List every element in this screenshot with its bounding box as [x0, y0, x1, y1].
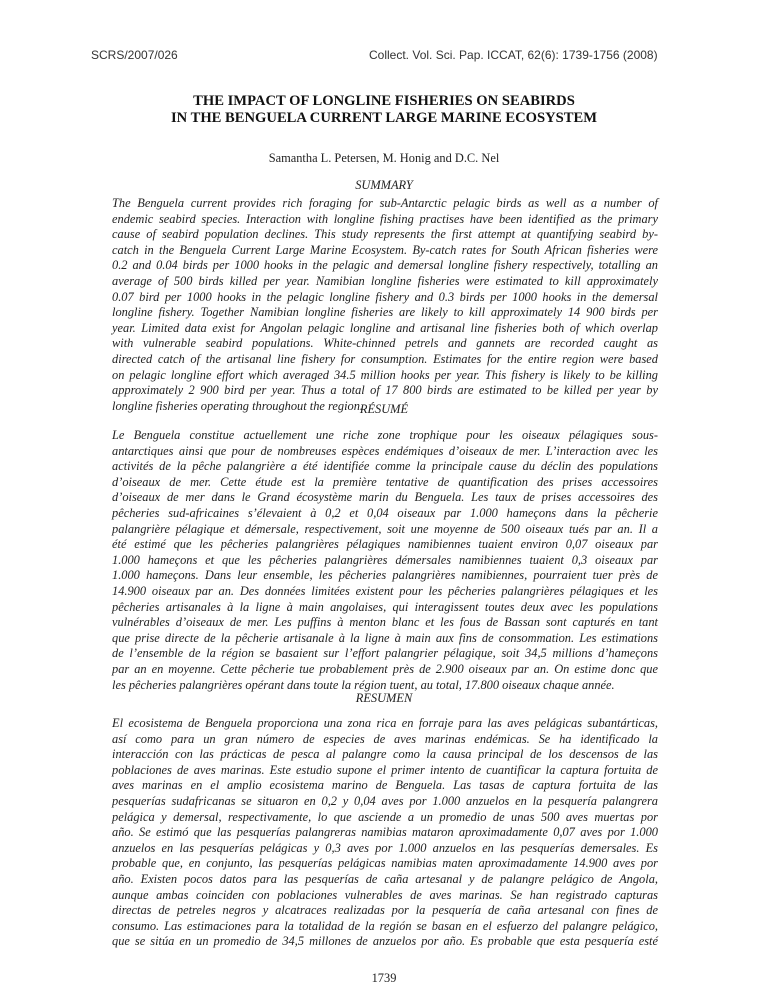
resume-paragraph: [112, 428, 658, 693]
text-line: 0.2 and 0.04 birds per 1000 hooks in the pelagic and demersal longline fishery respectively, totalling an: [112, 258, 658, 273]
resumen-heading: RESUMEN: [355, 691, 413, 705]
text-line: average of 500 birds killed per year. Namibian longline fisheries were estimated to kill approximately: [112, 273, 658, 288]
text-line: 1.000 hameçons. Dans leur ensemble, les pêcheries palangrières namibiennes, pourraient tuer près de: [112, 568, 658, 583]
summary-paragraph: [112, 196, 658, 414]
text-line: anzuelos en las pesquerías pelágicas y 0,3 aves por 1.000 anzuelos en las pesquerías demersales. Es: [112, 840, 658, 855]
text-line: directed catch of the artisanal line fishery for consumption. Estimates for the entire region were based: [112, 351, 658, 366]
paper-title-line-1: THE IMPACT OF LONGLINE FISHERIES ON SEABIRDS: [193, 93, 575, 109]
resume-heading: RÉSUMÉ: [359, 402, 409, 416]
text-line: pelágica y demersal, respectivamente, lo que asciende a un promedio de unas 500 aves muertas por: [112, 809, 658, 824]
text-line: approximately 2 900 bird per year. Thus a total of 17 800 birds are estimated to be killed per year by: [112, 383, 658, 398]
text-line: pesquerías sudafricanas se situaron en 0,2 y 0,04 aves por 1.000 anzuelos en la pesquería palangrera: [112, 793, 658, 808]
authors: Samantha L. Petersen, M. Honig and D.C. Nel: [268, 151, 500, 165]
text-line: aunque ambas coinciden con poblaciones vulnerables de aves marinas. Se han registrado capturas: [112, 887, 658, 902]
text-line: year. Limited data exist for Angolan pelagic longline and artisanal line fisheries both of which overlap: [112, 320, 658, 335]
text-line: d’oiseaux de mer. Cette étude est la première tentative de quantification des prises accessoires: [112, 474, 658, 489]
text-line: aves marinas en el amplio ecosistema marino de Benguela. Las tasas de captura fortuita de las: [112, 778, 658, 793]
paper-title: [0, 93, 768, 127]
text-line: interacción con las prácticas de pesca al palangre como la causa principal de los descensos de las: [112, 747, 658, 762]
paper-title-line-2: IN THE BENGUELA CURRENT LARGE MARINE ECOSYSTEM: [170, 110, 597, 126]
page-number: 1739: [371, 971, 397, 985]
text-line: with vulnerable seabird populations. White-chinned petrels and gannets are recorded caught as: [112, 336, 658, 351]
text-line: 14.900 oiseaux par an. Des données limitées existent pour les pêcheries palangrières pélagiques et les: [112, 583, 658, 598]
text-line: pêcheries artisanales à la ligne à main angolaises, qui interagissent toutes deux avec les populations: [112, 599, 658, 614]
document-id: SCRS/2007/026: [91, 48, 178, 62]
text-line: cause of seabird population declines. This study represents the first attempt at quantifying seabird by-: [112, 227, 658, 242]
text-line: poblaciones de aves marinas. Este estudio supone el primer intento de cuantificar la captura fortuita de: [112, 762, 658, 777]
text-line: endemic seabird species. Interaction with longline fishing practises have been identified as the primary: [112, 211, 658, 226]
text-line: pêcheries sud-africaines s’élevaient à 0,2 et 0,04 oiseaux par 1.000 hameçons dans la pêcherie: [112, 505, 658, 520]
text-line: les pêcheries palangrières opérant dans toute la région tuent, au total, 17.800 oiseaux chaque année.: [112, 677, 615, 692]
text-line: El ecosistema de Benguela proporciona una zona rica en forraje para las aves pelágicas subantárticas,: [112, 716, 658, 730]
text-line: 1.000 hameçons et que les pêcheries palangrières démersales namibiennes tuaient 0,3 oiseaux par: [112, 552, 658, 567]
text-line: Le Benguela constitue actuellement une riche zone trophique pour les oiseaux pélagiques sous-: [112, 428, 658, 442]
text-line: directas de petreles negros y alcatraces realizadas por la pesquería de caña artesanal con fines de: [112, 903, 658, 918]
text-line: así como para un gran número de especies de aves marinas endémicas. Se ha identificado la: [112, 731, 658, 746]
text-line: longline fisheries operating throughout the region.: [112, 398, 364, 413]
text-line: palangrière pélagique et démersale, respectivement, soit une moyenne de 500 oiseaux tués par an. Il a: [112, 521, 658, 536]
text-line: probable que, en conjunto, las pesquerías pelágicas namibias maten aproximadamente 14.900 aves por: [112, 856, 658, 871]
text-line: año. Se estimó que las pesquerías palangreras namibias mataron aproximadamente 0,07 aves por 1.000: [112, 825, 658, 840]
journal-citation: Collect. Vol. Sci. Pap. ICCAT, 62(6): 1739-1756 (2008): [369, 48, 658, 62]
text-line: año. Existen pocos datos para las pesquerías de caña artesanal y de palangre pelágico de Angola,: [112, 871, 658, 886]
text-line: vulnérables d’oiseaux de mer. Les puffins à menton blanc et les fous de Bassan sont capturés en tant: [112, 615, 658, 630]
text-line: The Benguela current provides rich foraging for sub-Antarctic pelagic birds as well as a number of: [112, 196, 658, 210]
summary-heading: SUMMARY: [355, 178, 413, 192]
text-line: été estimé que les pêcheries palangrières pélagiques namibiennes tuaient environ 0,07 oiseaux par: [112, 537, 658, 552]
text-line: que prise directe de la pêcherie artisanale à la ligne à main aux fins de consommation. Les estimations: [112, 630, 658, 645]
text-line: activités de la pêche palangrière a été identifiée comme la principale cause du déclin des populations: [112, 459, 658, 474]
text-line: longline fishery. Together Namibian longline fisheries are likely to kill approximately 14 900 birds per: [112, 305, 658, 320]
text-line: catch in the Benguela Current Large Marine Ecosystem. By-catch rates for South African fisheries were: [112, 242, 658, 257]
text-line: que se sitúa en un promedio de 34,5 millones de anzuelos por año. Es probable que esta pesquería esté: [112, 934, 658, 949]
text-line: consumo. Las estimaciones para la totalidad de la región se basan en el esfuerzo del palangre pelágico,: [112, 918, 658, 933]
text-line: on pelagic longline effort which averaged 34.5 million hooks per year. This fishery is likely to be killing: [112, 367, 658, 382]
text-line: de l’ensemble de la région se basaient sur l’effort palangrier pélagique, soit 34,5 millions d’hameçons: [112, 646, 658, 661]
text-line: d’oiseaux de mer dans le Grand écosystème marin du Benguela. Les taux de prises accessoires des: [112, 490, 658, 505]
text-line: 0.07 bird per 1000 hooks in the pelagic longline fishery and 0.3 birds per 1000 hooks in the demersal: [112, 289, 658, 304]
text-line: antarctiques ainsi que pour de nombreuses espèces endémiques d’oiseaux de mer. L’interaction avec les: [112, 443, 658, 458]
resumen-paragraph: [112, 716, 658, 950]
text-line: par an en moyenne. Cette pêcherie tue probablement près de 2.900 oiseaux par an. On estime donc que: [112, 661, 658, 676]
